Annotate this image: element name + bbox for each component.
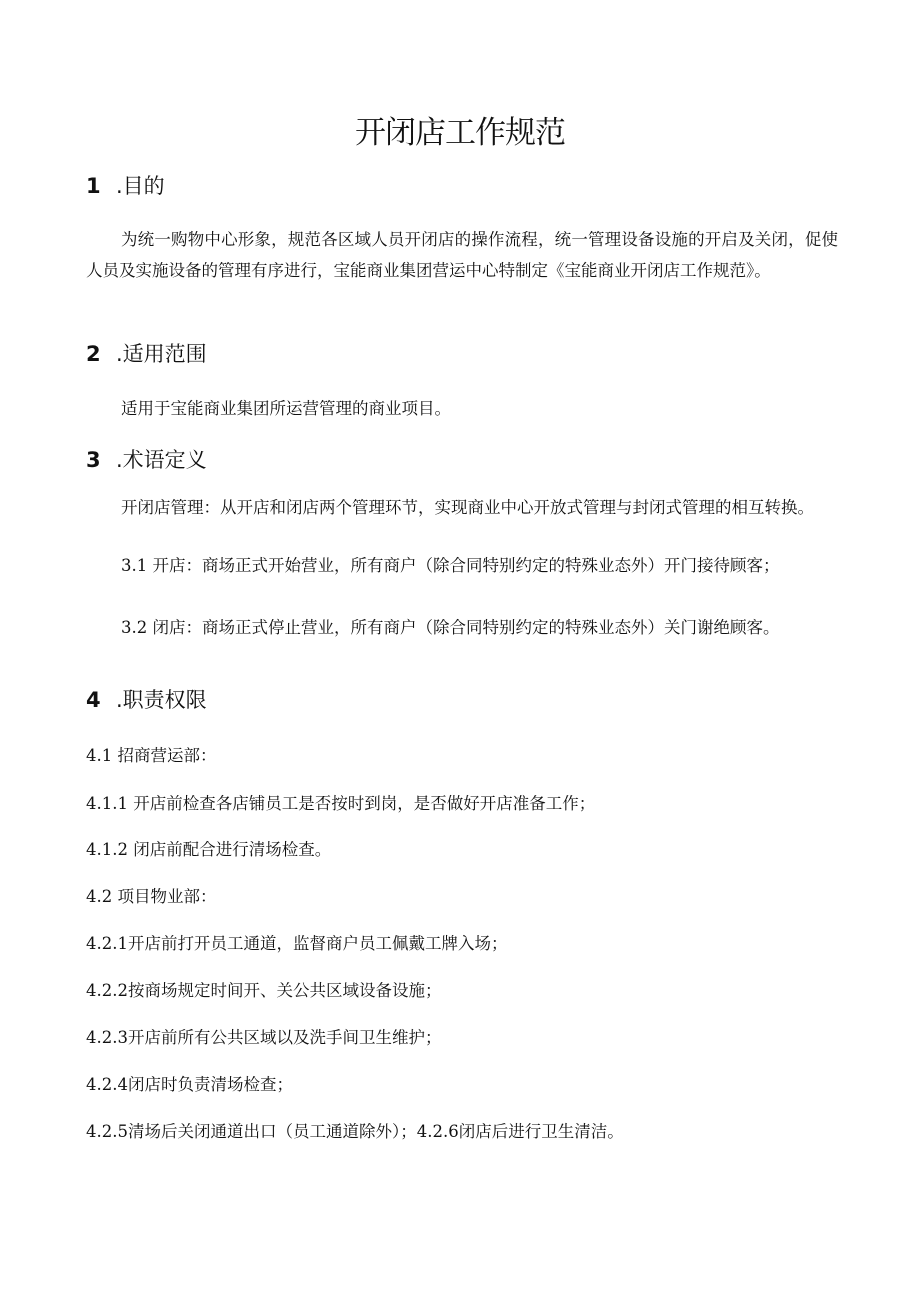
definition-close-store: 3.2 闭店：商场正式停止营业，所有商户（除合同特别约定的特殊业态外）关门谢绝顾客。 bbox=[121, 618, 780, 637]
responsibility-line: 4.1.2 闭店前配合进行清场检查。 bbox=[86, 840, 332, 859]
section-number: 2 bbox=[86, 342, 101, 366]
section-number: 3 bbox=[86, 448, 101, 472]
section-number: 1 bbox=[86, 174, 101, 198]
responsibility-line: 4.2.3开店前所有公共区域以及洗手间卫生维护； bbox=[86, 1028, 442, 1047]
responsibility-line: 4.2 项目物业部： bbox=[86, 887, 217, 906]
responsibility-line: 4.1 招商营运部： bbox=[86, 746, 217, 765]
section-heading-definitions bbox=[86, 445, 207, 475]
responsibility-line: 4.2.4闭店时负责清场检查； bbox=[86, 1075, 293, 1094]
section-number: 4 bbox=[86, 688, 101, 712]
section-title: .目的 bbox=[116, 174, 165, 198]
responsibility-line: 4.2.2按商场规定时间开、关公共区域设备设施； bbox=[86, 981, 442, 1000]
definitions-paragraph: 开闭店管理：从开店和闭店两个管理环节，实现商业中心开放式管理与封闭式管理的相互转换。 bbox=[121, 498, 814, 517]
section-heading-responsibilities bbox=[86, 685, 207, 715]
definition-open-store: 3.1 开店：商场正式开始营业，所有商户（除合同特别约定的特殊业态外）开门接待顾客； bbox=[121, 556, 780, 575]
responsibility-line: 4.2.1开店前打开员工通道，监督商户员工佩戴工牌入场； bbox=[86, 934, 508, 953]
responsibility-line: 4.1.1 开店前检查各店铺员工是否按时到岗，是否做好开店准备工作； bbox=[86, 794, 596, 813]
purpose-paragraph: 为统一购物中心形象，规范各区域人员开闭店的操作流程，统一管理设备设施的开启及关闭，促使人员及实施设备的管理有序进行，宝能商业集团营运中心特制定《宝能商业开闭店工作规范》。 bbox=[86, 230, 838, 280]
section-heading-scope bbox=[86, 339, 207, 369]
responsibility-line: 4.2.5清场后关闭通道出口（员工通道除外）；4.2.6闭店后进行卫生清洁。 bbox=[86, 1122, 624, 1141]
section-title: .适用范围 bbox=[116, 342, 207, 366]
section-title: .术语定义 bbox=[116, 448, 207, 472]
document-title: 开闭店工作规范 bbox=[355, 115, 565, 151]
section-heading-purpose bbox=[86, 171, 165, 201]
section-title: .职责权限 bbox=[116, 688, 207, 712]
scope-paragraph: 适用于宝能商业集团所运营管理的商业项目。 bbox=[121, 399, 451, 418]
